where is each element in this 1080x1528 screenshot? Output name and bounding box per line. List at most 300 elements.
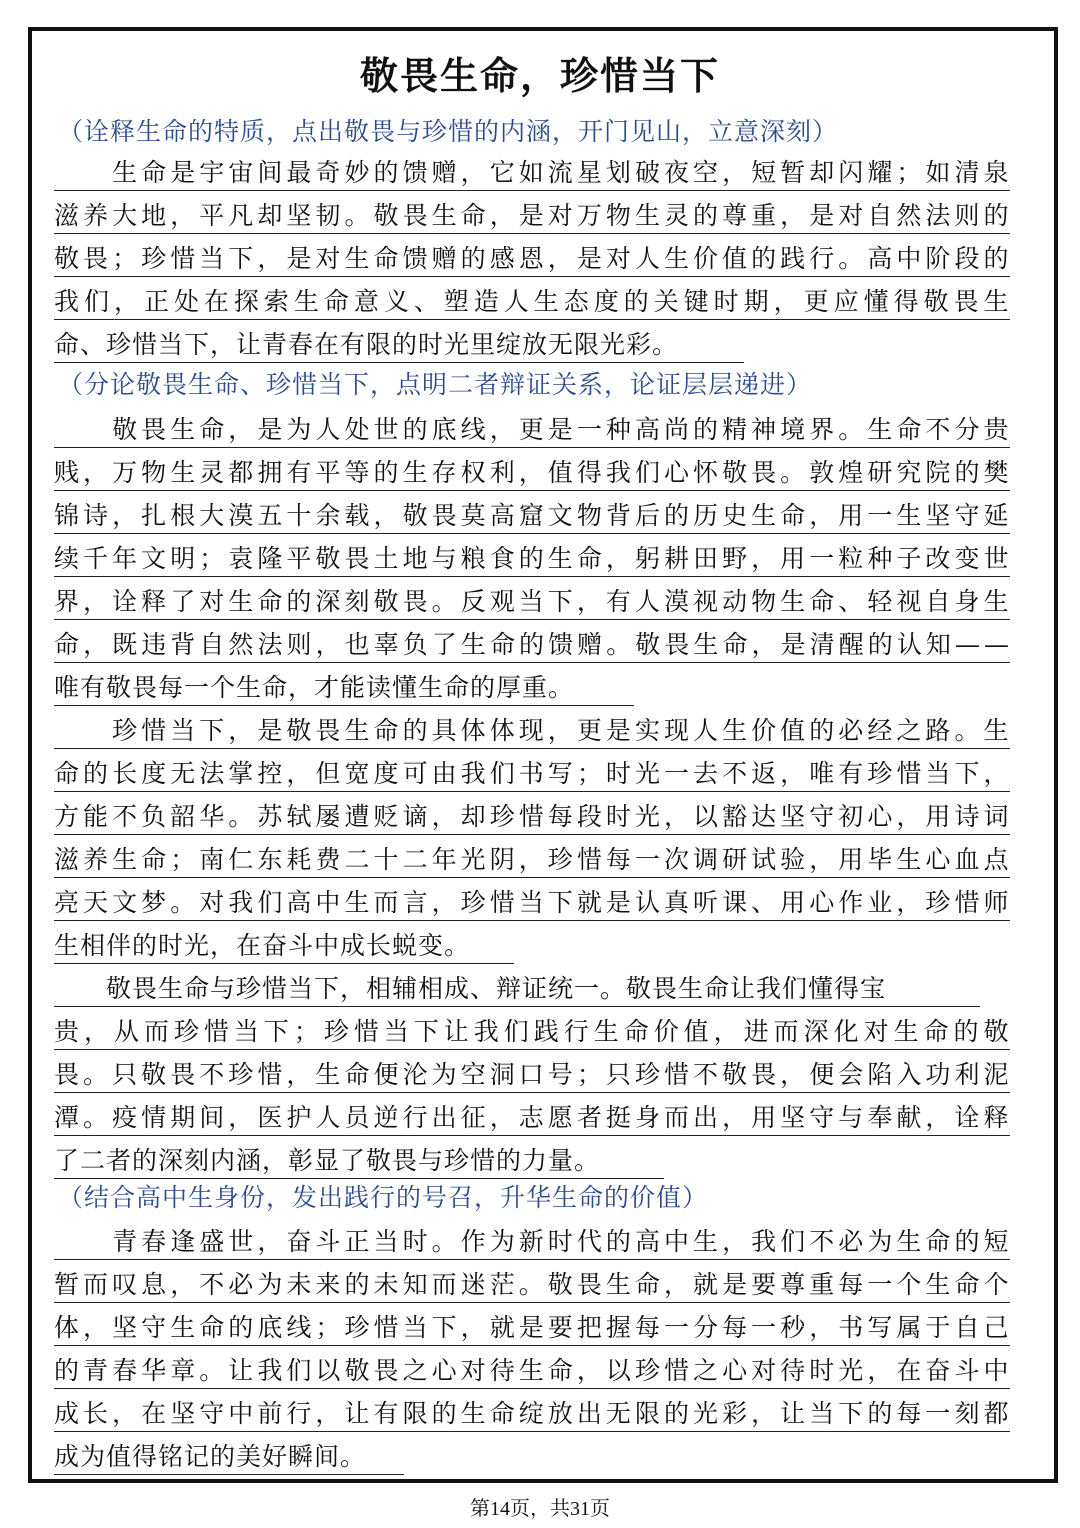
text-char: 体 [460, 716, 487, 745]
text-char: 划 [605, 158, 632, 187]
text-char: 畏 [54, 1060, 81, 1089]
text-char: ， [83, 458, 110, 487]
text-char: 耀 [867, 158, 894, 187]
text-line [54, 756, 1010, 792]
text-char: 醒 [838, 630, 865, 659]
text-char: 自 [954, 1313, 981, 1342]
text-char: 当 [518, 587, 545, 616]
text-char: 段 [954, 244, 981, 273]
text-char: 就 [576, 888, 603, 917]
text-char: 如 [925, 158, 952, 187]
text-char: 对 [199, 888, 226, 917]
text-char: 物 [751, 587, 778, 616]
text-char: 则 [954, 201, 981, 230]
text-char: 的 [83, 759, 110, 788]
text-char: 漠 [228, 501, 255, 530]
text-char: 光 [693, 1399, 720, 1428]
text-char: 有 [838, 759, 865, 788]
text-line: 唯有敬畏每一个生命，才能读懂生命的厚重。 [54, 670, 634, 706]
text-char: 下 [431, 1313, 458, 1342]
text-char: 既 [112, 630, 139, 659]
text-char: 与 [838, 1103, 865, 1132]
text-line [54, 455, 1010, 491]
text-char: ， [431, 802, 458, 831]
text-char: 珍 [460, 888, 487, 917]
text-char: 而 [663, 1103, 690, 1132]
text-char: 。 [170, 888, 197, 917]
text-char: 试 [751, 845, 778, 874]
text-char: 握 [605, 1313, 632, 1342]
text-line [54, 799, 1010, 835]
text-char: 华 [141, 1356, 168, 1385]
text-char: 身 [954, 587, 981, 616]
text-char: 为 [286, 415, 313, 444]
text-char: 下 [228, 244, 255, 273]
text-char: 每 [838, 1270, 865, 1299]
text-char: 高 [489, 501, 516, 530]
text-char: 莫 [460, 501, 487, 530]
text-line [54, 284, 1010, 320]
text-char: 化 [833, 1017, 860, 1046]
text-char: 土 [373, 544, 400, 573]
text-char: ， [373, 501, 400, 530]
text-char: 关 [653, 287, 680, 316]
text-char [83, 156, 109, 190]
text-char: 当 [170, 716, 197, 745]
text-char: 属 [896, 1313, 923, 1342]
text-char: 敬 [344, 1356, 371, 1385]
text-char: 敬 [54, 244, 81, 273]
text-char: ； [293, 1017, 320, 1046]
text-char: 心 [809, 888, 836, 917]
text-char: 谪 [402, 802, 429, 831]
text-char: 命 [809, 587, 836, 616]
text-char: 畏 [402, 201, 429, 230]
text-char: ， [925, 1103, 952, 1132]
text-char: 价 [751, 716, 778, 745]
text-char [54, 1225, 80, 1259]
text-char: 世 [373, 415, 400, 444]
text-char: 畏 [953, 287, 980, 316]
text-char: 的 [751, 244, 778, 273]
text-char: ， [257, 244, 284, 273]
text-char: 轼 [286, 802, 313, 831]
text-char: 敬 [315, 544, 342, 573]
text-char: 的 [867, 1399, 894, 1428]
text-char: 煌 [838, 458, 865, 487]
text-char: 。 [199, 1356, 226, 1385]
text-char: ， [809, 845, 836, 874]
text-char: 斗 [954, 1356, 981, 1385]
text-char: 高 [867, 244, 894, 273]
text-char: 逆 [373, 1103, 400, 1132]
text-char: 意 [353, 287, 380, 316]
text-char: 验 [780, 845, 807, 874]
text-line [54, 1353, 1010, 1389]
text-char: 路 [925, 716, 952, 745]
text-char: 贵 [54, 1017, 81, 1046]
text-char: 我 [751, 1227, 778, 1256]
text-char: 清 [954, 158, 981, 187]
text-char: 敬 [923, 287, 950, 316]
text-char: 珍 [634, 1060, 661, 1089]
text-char: 究 [896, 458, 923, 487]
annotation-conclusion: （结合高中生身份，发出践行的号召，升华生命的价值） [58, 1183, 709, 1212]
text-char: 释 [141, 587, 168, 616]
text-char: 在 [896, 1356, 923, 1385]
text-char: 宽 [344, 759, 371, 788]
text-char: 宙 [228, 158, 255, 187]
text-char: 不 [199, 1060, 226, 1089]
text-char: 命 [634, 1270, 661, 1299]
text-char: 命 [373, 244, 400, 273]
text-char: 用 [925, 802, 952, 831]
text-char: 代 [576, 1227, 603, 1256]
text-char: 键 [683, 287, 710, 316]
text-char: 我 [228, 888, 255, 917]
text-char: 我 [54, 287, 81, 316]
text-char: 正 [143, 287, 170, 316]
text-char: ， [83, 630, 110, 659]
text-char: 史 [722, 501, 749, 530]
text-char: 而 [373, 888, 400, 917]
text-char: 高 [286, 888, 313, 917]
text-char: 的 [402, 415, 429, 444]
text-char: 线 [460, 415, 487, 444]
text-char: 个 [983, 1270, 1010, 1299]
text-char: — [954, 630, 981, 659]
text-char: ， [713, 1017, 740, 1046]
text-char: ， [751, 544, 778, 573]
text-char: 种 [867, 544, 894, 573]
text-char: 重 [751, 201, 778, 230]
text-char: ， [576, 1356, 603, 1385]
text-char: 万 [112, 458, 139, 487]
text-char: 凡 [228, 201, 255, 230]
text-line [54, 1057, 1010, 1093]
text-char: 动 [722, 587, 749, 616]
text-char: 命 [54, 630, 81, 659]
text-char: 食 [489, 544, 516, 573]
text-line [54, 885, 1010, 921]
text-char: 刻 [954, 1399, 981, 1428]
text-char: 一 [751, 1313, 778, 1342]
text-char: 奇 [315, 158, 342, 187]
text-char: 泥 [983, 1060, 1010, 1089]
text-char: 。 [431, 1227, 458, 1256]
text-char: 身 [634, 1103, 661, 1132]
text-char: ， [83, 1313, 110, 1342]
text-char: 惜 [896, 759, 923, 788]
text-char: 命 [547, 1356, 574, 1385]
text-char: 线 [286, 1313, 313, 1342]
text-char: 体 [54, 1313, 81, 1342]
text-char: 续 [54, 544, 81, 573]
text-char: 而 [773, 1017, 800, 1046]
text-char: 的 [983, 201, 1010, 230]
text-char: 一 [867, 1270, 894, 1299]
text-char: 坚 [780, 802, 807, 831]
text-char: 惜 [141, 716, 168, 745]
text-char: 在 [203, 287, 230, 316]
text-char: 载 [344, 501, 371, 530]
text-char [83, 714, 109, 748]
text-char: 不 [722, 759, 749, 788]
text-char: 不 [925, 415, 952, 444]
text-char: 一 [576, 415, 603, 444]
text-char: 为 [867, 1227, 894, 1256]
text-char: 生 [983, 587, 1010, 616]
text-char: 五 [257, 501, 284, 530]
text-char: — [983, 630, 1010, 659]
text-char: 馈 [548, 630, 575, 659]
text-char: 唯 [809, 759, 836, 788]
text-char: 为 [257, 1270, 284, 1299]
text-char: 们 [634, 458, 661, 487]
text-char: 限 [634, 1399, 661, 1428]
text-char: 。 [83, 1060, 110, 1089]
text-char: 亮 [54, 888, 81, 917]
text-char: 从 [113, 1017, 140, 1046]
text-line [54, 627, 1010, 663]
text-char: ， [112, 1399, 139, 1428]
text-char: ； [576, 1060, 603, 1089]
text-char: 命 [141, 845, 168, 874]
text-char: 二 [344, 845, 371, 874]
text-char: 反 [460, 587, 487, 616]
text-char: 下 [547, 888, 574, 917]
text-char: ， [722, 158, 749, 187]
text-char: 种 [605, 415, 632, 444]
text-char: 释 [983, 1103, 1010, 1132]
text-char: 生 [780, 587, 807, 616]
text-char: 盛 [199, 1227, 226, 1256]
text-char: 违 [141, 630, 168, 659]
text-char: 隆 [257, 544, 284, 573]
text-char: 下 [199, 716, 226, 745]
text-line [54, 241, 1010, 277]
text-char: 便 [373, 1060, 400, 1089]
text-char: 院 [925, 458, 952, 487]
text-char: 当 [809, 1399, 836, 1428]
text-char: 尊 [780, 1270, 807, 1299]
text-char: 我 [460, 759, 487, 788]
text-char: ； [170, 845, 197, 874]
text-char: 用 [780, 544, 807, 573]
text-char: 根 [170, 501, 197, 530]
text-char: 历 [693, 501, 720, 530]
text-char: 是 [518, 201, 545, 230]
text-char: 新 [518, 1227, 545, 1256]
text-char: 医 [257, 1103, 284, 1132]
text-char: 下 [413, 1017, 440, 1046]
text-char: 员 [344, 1103, 371, 1132]
text-char: 命 [722, 630, 749, 659]
text-char: 洞 [489, 1060, 516, 1089]
text-char: 对 [863, 1017, 890, 1046]
text-char: 知 [402, 1270, 429, 1299]
text-char: 不 [809, 1227, 836, 1256]
text-char: ； [112, 244, 139, 273]
text-char: 心 [867, 802, 894, 831]
text-char: 等 [344, 458, 371, 487]
text-char: 己 [983, 1313, 1010, 1342]
text-char: 命 [54, 759, 81, 788]
text-char: 生 [170, 415, 197, 444]
text-char: 躬 [634, 544, 661, 573]
text-char: 的 [693, 415, 720, 444]
text-char: 限 [402, 1399, 429, 1428]
text-char: 贵 [983, 415, 1010, 444]
text-char: 畏 [170, 1060, 197, 1089]
text-char: 世 [228, 1227, 255, 1256]
text-char: 必 [228, 1270, 255, 1299]
text-char: 也 [344, 630, 371, 659]
text-char: 遭 [344, 802, 371, 831]
text-char: 神 [751, 415, 778, 444]
text-char: 词 [983, 802, 1010, 831]
text-char: 下 [838, 1399, 865, 1428]
text-char: 人 [693, 716, 720, 745]
text-char: 境 [780, 415, 807, 444]
text-char: 界 [809, 415, 836, 444]
text-char: 前 [257, 1399, 284, 1428]
text-char: 调 [693, 845, 720, 874]
text-char: 命 [257, 587, 284, 616]
text-char: 实 [634, 716, 661, 745]
text-char: 应 [833, 287, 860, 316]
text-char: 韧 [315, 201, 342, 230]
text-char: 生 [344, 716, 371, 745]
text-char: 中 [228, 1399, 255, 1428]
text-char: 。 [228, 802, 255, 831]
text-char: 赠 [431, 158, 458, 187]
text-char: 畏 [315, 716, 342, 745]
text-char: 生 [293, 287, 320, 316]
text-char: 生 [315, 1060, 342, 1089]
text-char: 价 [693, 244, 720, 273]
text-char: 体 [489, 716, 516, 745]
text-char: 下 [263, 1017, 290, 1046]
text-char: 生 [896, 501, 923, 530]
text-char: 命 [489, 630, 516, 659]
text-char: 怀 [693, 458, 720, 487]
text-char: 无 [170, 759, 197, 788]
text-char [54, 413, 80, 447]
text-char: 方 [54, 802, 81, 831]
text-char: 探 [233, 287, 260, 316]
text-char: ， [576, 587, 603, 616]
text-char: 潭 [54, 1103, 81, 1132]
text-char: 梦 [141, 888, 168, 917]
text-char: 恩 [518, 244, 545, 273]
text-char: 光 [838, 1356, 865, 1385]
text-char: 生 [751, 501, 778, 530]
text-char: 生 [112, 845, 139, 874]
text-char: 流 [547, 158, 574, 187]
text-char: 耗 [286, 845, 313, 874]
text-char: 毕 [867, 845, 894, 874]
text-char: 个 [896, 1270, 923, 1299]
text-char: 袁 [228, 544, 255, 573]
text-char: 樊 [983, 458, 1010, 487]
text-char: 畏 [664, 630, 691, 659]
text-char: 万 [576, 201, 603, 230]
text-char: 分 [954, 415, 981, 444]
text-char: ， [605, 544, 632, 573]
text-char: 的 [693, 201, 720, 230]
text-char: 时 [713, 287, 740, 316]
text-char: 视 [693, 587, 720, 616]
text-char: 珍 [634, 1356, 661, 1385]
text-char: 现 [663, 716, 690, 745]
text-char: 却 [460, 802, 487, 831]
text-char: 坚 [286, 201, 313, 230]
text-line [54, 584, 1010, 620]
text-char: 的 [605, 1227, 632, 1256]
text-char: 明 [170, 544, 197, 573]
text-char: 时 [547, 1227, 574, 1256]
text-char: 出 [431, 1103, 458, 1132]
text-char: 是 [170, 158, 197, 187]
text-char: 绽 [518, 1399, 545, 1428]
page-number: 第14页，共31页 [470, 1498, 610, 1520]
text-char: 惜 [373, 1313, 400, 1342]
text-char: 度 [141, 759, 168, 788]
text-char: 的 [344, 1270, 371, 1299]
text-char: 畏 [431, 501, 458, 530]
text-char: 。 [518, 1270, 545, 1299]
text-char: 命 [576, 544, 603, 573]
text-char: 。 [838, 415, 865, 444]
text-char: 耕 [663, 544, 690, 573]
text-char: 愿 [547, 1103, 574, 1132]
text-char: 真 [663, 888, 690, 917]
text-char: 。 [954, 716, 981, 745]
text-char: 华 [199, 802, 226, 831]
text-char: 期 [170, 1103, 197, 1132]
text-char: 物 [605, 201, 632, 230]
text-char: 生 [547, 544, 574, 573]
text-char: 生 [693, 630, 720, 659]
text-char: 延 [983, 501, 1010, 530]
text-char: 守 [199, 1399, 226, 1428]
text-char: 们 [257, 888, 284, 917]
text-char: 深 [315, 587, 342, 616]
text-char: 大 [112, 201, 139, 230]
text-char: 是 [809, 201, 836, 230]
text-char: 待 [489, 1356, 516, 1385]
text-char: 生 [170, 458, 197, 487]
text-char: 生 [925, 1270, 952, 1299]
text-char: 听 [693, 888, 720, 917]
text-char: 都 [983, 1399, 1010, 1428]
text-char: 业 [867, 888, 894, 917]
text-char: 作 [838, 888, 865, 917]
text-char: 的 [373, 458, 400, 487]
text-char: 珍 [112, 716, 139, 745]
text-char: 入 [896, 1060, 923, 1089]
text-char: ， [257, 1227, 284, 1256]
text-char: 每 [722, 1313, 749, 1342]
text-char: 。 [606, 630, 633, 659]
text-char: 便 [809, 1060, 836, 1089]
text-char: 放 [547, 1399, 574, 1428]
text-char: 是 [547, 415, 574, 444]
text-char: ， [518, 458, 545, 487]
text-char: 空 [693, 158, 720, 187]
text-char: 用 [838, 501, 865, 530]
